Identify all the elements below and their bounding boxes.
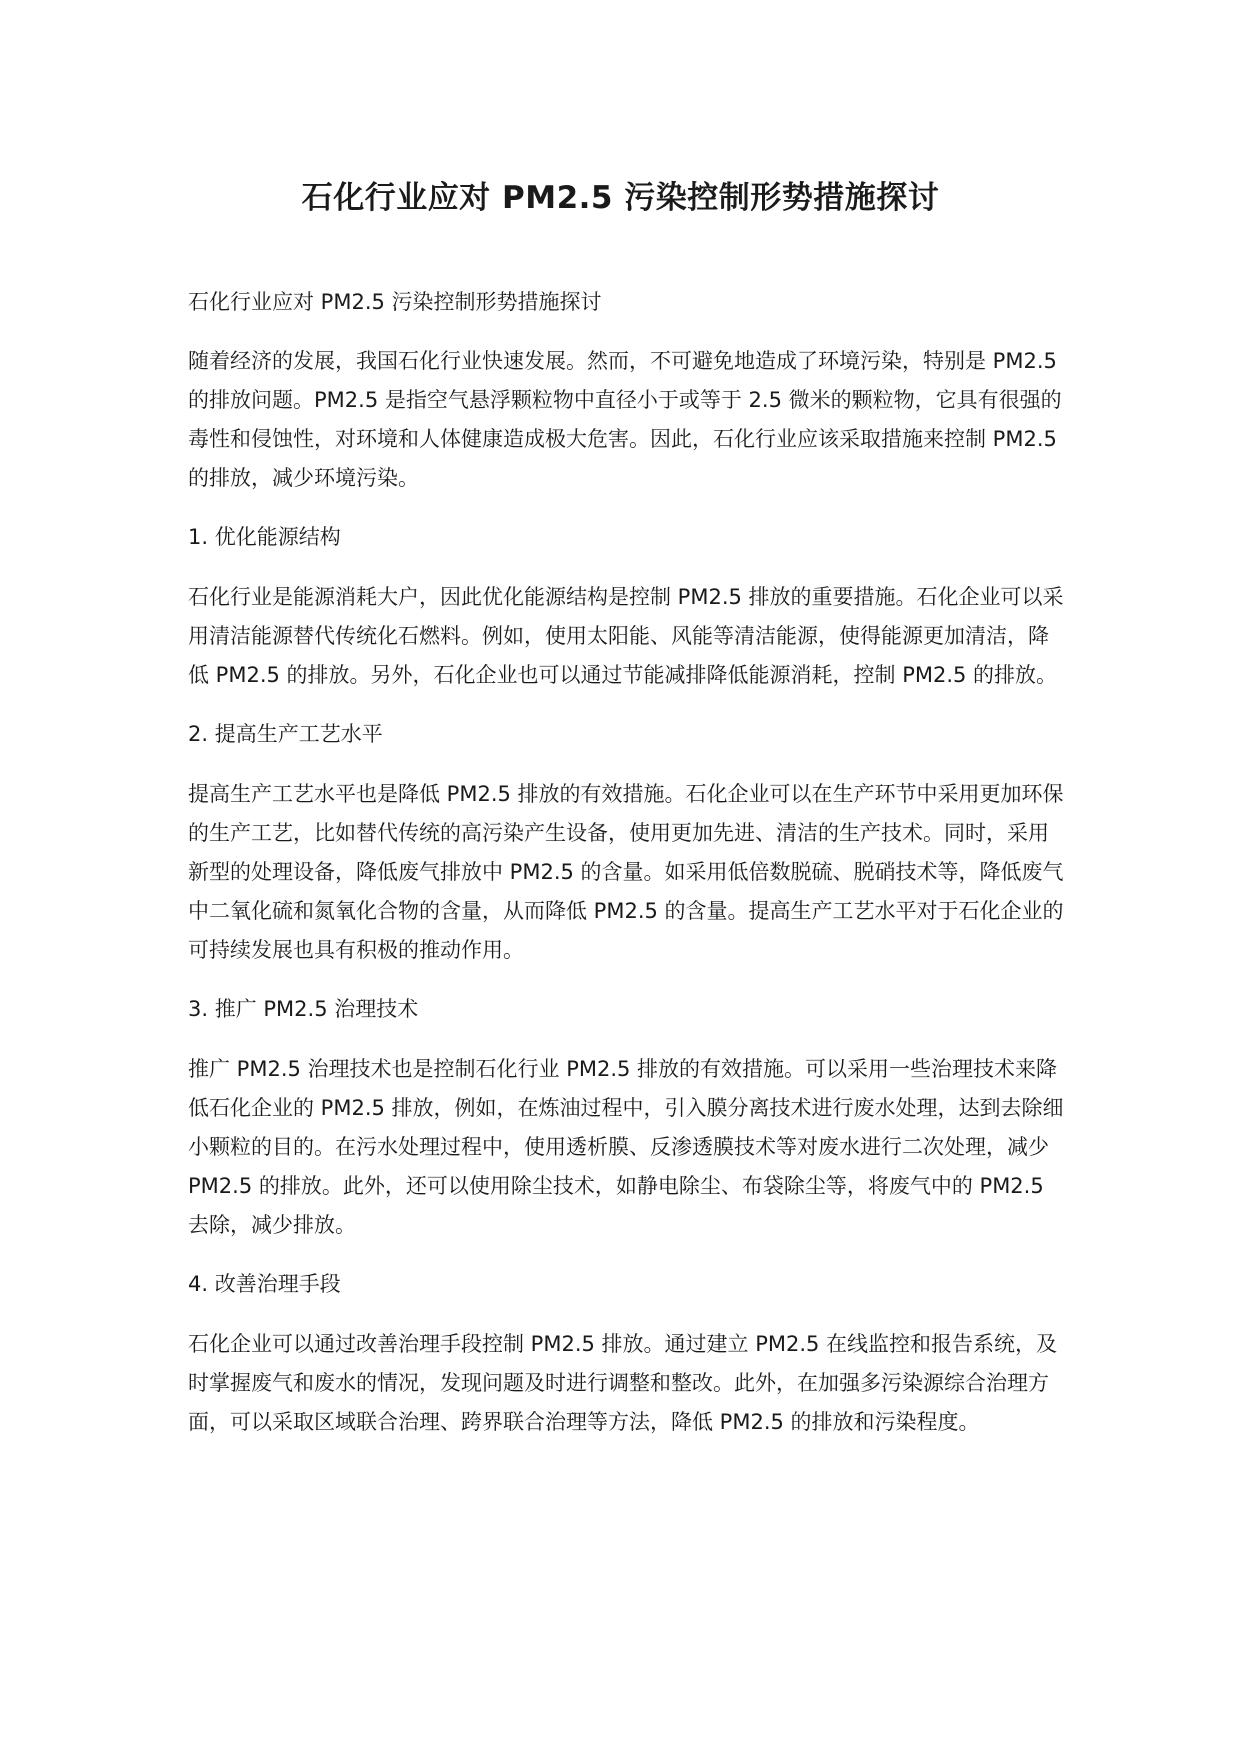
section-paragraph: 石化行业是能源消耗大户，因此优化能源结构是控制 PM2.5 排放的重要措施。石化企业可以采用清洁能源替代传统化石燃料。例如，使用太阳能、风能等清洁能源，使得能源更加清洁，降低 PM2.5 的排放。另外，石化企业也可以通过节能减排降低能源消耗，控制 PM2.5 的排放。 bbox=[188, 585, 1064, 687]
document-body bbox=[188, 283, 1068, 1462]
section-heading: 1. 优化能源结构 bbox=[188, 525, 341, 549]
section-paragraph: 石化企业可以通过改善治理手段控制 PM2.5 排放。通过建立 PM2.5 在线监控和报告系统，及时掌握废气和废水的情况，发现问题及时进行调整和整改。此外，在加强多污染源综合治理方面，可以采取区域联合治理、跨界联合治理等方法，降低 PM2.5 的排放和污染程度。 bbox=[188, 1332, 1058, 1434]
section-heading: 3. 推广 PM2.5 治理技术 bbox=[188, 997, 419, 1021]
section-heading: 2. 提高生产工艺水平 bbox=[188, 722, 383, 746]
document-title: 石化行业应对 PM2.5 污染控制形势措施探讨 bbox=[301, 180, 940, 216]
section-paragraph: 推广 PM2.5 治理技术也是控制石化行业 PM2.5 排放的有效措施。可以采用一些治理技术来降低石化企业的 PM2.5 排放，例如，在炼油过程中，引入膜分离技术进行废水处理，达到去除细小颗粒的目的。在污水处理过程中，使用透析膜、反渗透膜技术等对废水进行二次处理，减少 PM2.5 的排放。此外，还可以使用除尘技术，如静电除尘、布袋除尘等，将废气中的 PM2.5 去除，减少排放。 bbox=[188, 1057, 1064, 1237]
intro-paragraph: 随着经济的发展，我国石化行业快速发展。然而，不可避免地造成了环境污染，特别是 PM2.5 的排放问题。PM2.5 是指空气悬浮颗粒物中直径小于或等于 2.5 微米的颗粒物，它具有很强的毒性和侵蚀性，对环境和人体健康造成极大危害。因此，石化行业应该采取措施来控制 PM2.5 的排放，减少环境污染。 bbox=[188, 349, 1062, 490]
document-subtitle: 石化行业应对 PM2.5 污染控制形势措施探讨 bbox=[188, 290, 602, 314]
section-heading: 4. 改善治理手段 bbox=[188, 1272, 341, 1296]
section-paragraph: 提高生产工艺水平也是降低 PM2.5 排放的有效措施。石化企业可以在生产环节中采用更加环保的生产工艺，比如替代传统的高污染产生设备，使用更加先进、清洁的生产技术。同时，采用新型的处理设备，降低废气排放中 PM2.5 的含量。如采用低倍数脱硫、脱硝技术等，降低废气中二氧化硫和氮氧化合物的含量，从而降低 PM2.5 的含量。提高生产工艺水平对于石化企业的可持续发展也具有积极的推动作用。 bbox=[188, 782, 1064, 962]
